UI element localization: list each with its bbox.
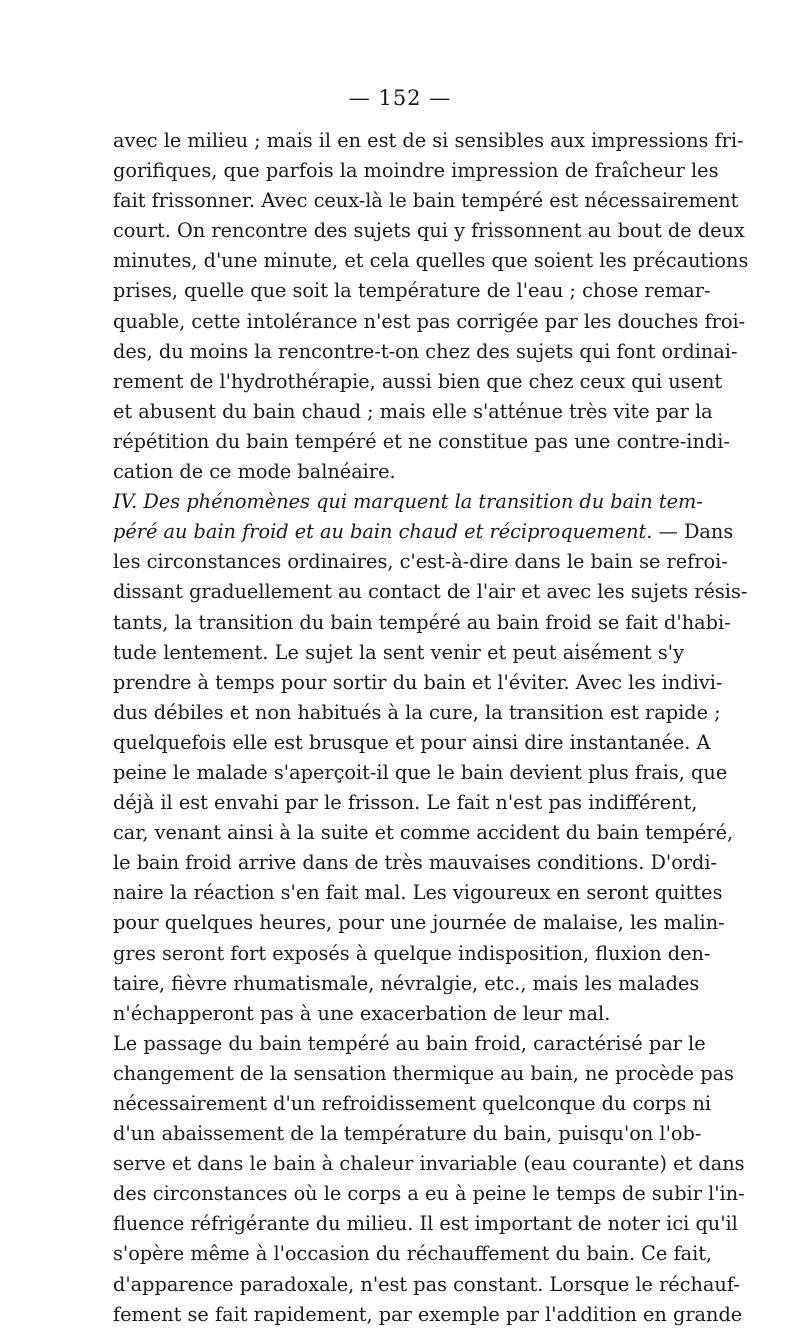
section-run-in: — Dans [652, 520, 734, 544]
text-line: car, venant ainsi à la suite et comme accident du bain tempéré, [113, 821, 734, 845]
text-line: le bain froid arrive dans de très mauvaises conditions. D'ordi- [113, 851, 718, 875]
text-line: taire, fièvre rhumatismale, névralgie, etc., mais les malades [113, 971, 700, 995]
text-line: dissant graduellement au contact de l'air et avec les sujets résis- [113, 580, 748, 604]
section-heading-line [113, 487, 703, 517]
text-line: répétition du bain tempéré et ne constitue pas une contre-indi- [113, 429, 730, 453]
body-text [113, 126, 749, 1330]
text-line: d'un abaissement de la température du bain, puisqu'on l'ob- [113, 1122, 702, 1146]
text-line: gorifiques, que parfois la moindre impression de fraîcheur les [113, 159, 719, 183]
text-line: fement se fait rapidement, par exemple par l'addition en grande [113, 1302, 743, 1326]
text-line: Le passage du bain tempéré au bain froid, caractérisé par le [113, 1031, 706, 1055]
text-line: naire la réaction s'en fait mal. Les vigoureux en seront quittes [113, 881, 723, 905]
text-line: n'échapperont pas à une exacerbation de leur mal. [113, 1001, 611, 1025]
text-line: tants, la transition du bain tempéré au bain froid se fait d'habi- [113, 610, 731, 634]
page-number: — 152 — [348, 86, 452, 110]
text-line: déjà il est envahi par le frisson. Le fait n'est pas indifférent, [113, 791, 698, 815]
text-line: nécessairement d'un refroidissement quelconque du corps ni [113, 1092, 712, 1115]
text-line: les circonstances ordinaires, c'est-à-dire dans le bain se refroi- [113, 550, 728, 574]
text-line: prendre à temps pour sortir du bain et l'éviter. Avec les indivi- [113, 670, 723, 694]
text-line: serve et dans le bain à chaleur invariable (eau courante) et dans [113, 1152, 745, 1176]
text-line: quelquefois elle est brusque et pour ainsi dire instantanée. A [113, 730, 711, 754]
text-line: fluence réfrigérante du milieu. Il est important de noter ici qu'il [113, 1212, 738, 1236]
text-line: tude lentement. Le sujet la sent venir et peut aisément s'y [113, 640, 684, 664]
text-line: gres seront fort exposés à quelque indisposition, fluxion den- [113, 941, 711, 965]
text-line: changement de la sensation thermique au bain, ne procède pas [113, 1061, 734, 1085]
text-line: peine le malade s'aperçoit-il que le bain devient plus frais, que [113, 760, 728, 784]
text-line: prises, quelle que soit la température de l'eau ; chose remar- [113, 279, 711, 303]
text-line: des, du moins la rencontre-t-on chez des sujets qui font ordinai- [113, 339, 738, 363]
text-line: dus débiles et non habitués à la cure, la transition est rapide ; [113, 700, 721, 724]
text-line: cation de ce mode balnéaire. [113, 460, 396, 484]
text-line: pour quelques heures, pour une journée de malaise, les malin- [113, 911, 725, 935]
text-line: fait frissonner. Avec ceux-là le bain tempéré est nécessairement [113, 189, 739, 213]
text-line: et abusent du bain chaud ; mais elle s'atténue très vite par la [113, 399, 713, 423]
text-line: des circonstances où le corps a eu à peine le temps de subir l'in- [113, 1182, 745, 1206]
section-heading-cont: péré au bain froid et au bain chaud et réciproquement. [113, 520, 653, 544]
text-line: s'opère même à l'occasion du réchauffement du bain. Ce fait, [113, 1242, 713, 1266]
text-line: d'apparence paradoxale, n'est pas constant. Lorsque le réchauf- [113, 1272, 740, 1296]
text-line: avec le milieu ; mais il en est de si sensibles aux impressions fri- [113, 129, 744, 152]
text-line: court. On rencontre des sujets qui y frissonnent au bout de deux [113, 219, 745, 243]
text-line: minutes, d'une minute, et cela quelles que soient les précautions [113, 249, 749, 273]
text-line: rement de l'hydrothérapie, aussi bien que chez ceux qui usent [113, 369, 723, 393]
section-heading-line [113, 517, 734, 547]
text-line: quable, cette intolérance n'est pas corrigée par les douches froi- [113, 309, 746, 333]
section-heading: IV. Des phénomènes qui marquent la transition du bain tem- [113, 490, 703, 514]
